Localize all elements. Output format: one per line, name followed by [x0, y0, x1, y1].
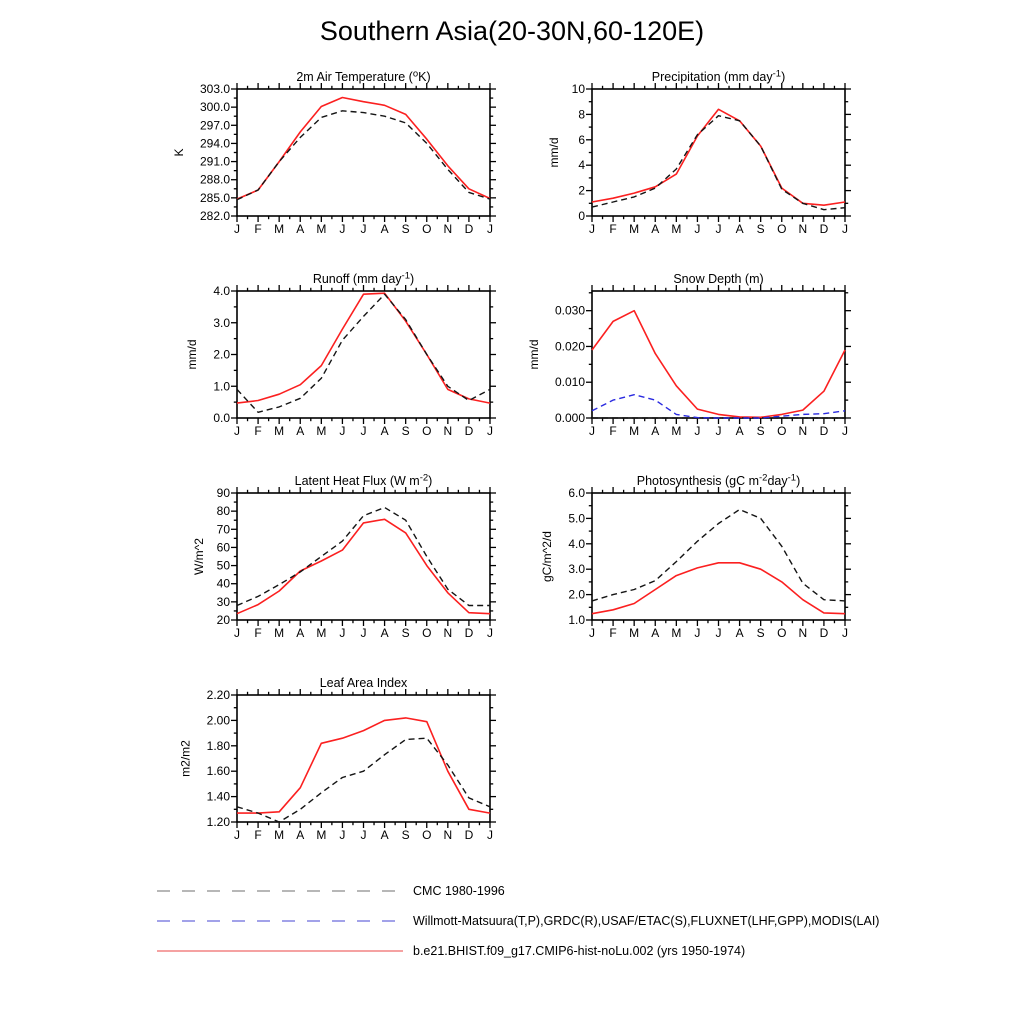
- y-tick-label: 2.0: [568, 587, 585, 602]
- y-tick-label: 60: [216, 540, 230, 555]
- x-tick-label: S: [401, 828, 410, 842]
- chart-title: Latent Heat Flux (W $m^{-2}$): [294, 472, 433, 488]
- x-tick-label: D: [464, 828, 474, 842]
- x-tick-label: S: [401, 626, 410, 640]
- y-axis-label: W/m^2: [191, 538, 206, 575]
- y-axis-label: mm/d: [546, 137, 561, 168]
- series-line-dashed: [592, 510, 845, 601]
- x-tick-label: J: [694, 424, 701, 438]
- chart-title: Leaf Area Index: [319, 676, 408, 690]
- x-tick-label: A: [735, 424, 744, 438]
- y-axis-label: gC/m^2/d: [540, 531, 555, 582]
- x-tick-label: J: [234, 222, 240, 236]
- y-tick-label: 1.20: [206, 815, 230, 829]
- y-tick-label: 40: [216, 576, 230, 591]
- y-tick-label: 0.000: [554, 411, 585, 425]
- x-tick-label: A: [651, 626, 660, 640]
- x-tick-label: J: [339, 424, 346, 438]
- x-tick-label: M: [629, 626, 640, 640]
- x-tick-label: F: [254, 828, 262, 842]
- x-tick-label: J: [715, 424, 722, 438]
- y-tick-label: 1.60: [206, 764, 230, 779]
- y-tick-label: 3.0: [568, 562, 585, 577]
- x-tick-label: D: [819, 222, 829, 236]
- y-tick-label: 297.0: [199, 118, 230, 133]
- legend-item: [157, 884, 505, 898]
- x-tick-label: M: [671, 424, 682, 438]
- x-tick-label: A: [380, 222, 389, 236]
- x-tick-label: J: [589, 424, 595, 438]
- y-tick-label: 291.0: [199, 154, 230, 169]
- y-tick-label: 4: [578, 158, 585, 173]
- x-tick-label: J: [360, 222, 367, 236]
- x-tick-label: J: [360, 424, 367, 438]
- y-tick-label: 0.020: [554, 339, 585, 354]
- chart-canvas: [157, 61, 527, 246]
- x-tick-label: M: [629, 222, 640, 236]
- x-tick-label: J: [589, 626, 595, 640]
- x-tick-label: M: [316, 424, 327, 438]
- legend-line-icon: [157, 916, 403, 926]
- x-tick-label: A: [296, 626, 305, 640]
- y-tick-label: 30: [216, 594, 230, 609]
- x-tick-label: O: [422, 626, 432, 640]
- x-tick-label: F: [254, 222, 262, 236]
- series-line-solid: [592, 311, 845, 418]
- chart-precipitation: [512, 61, 882, 246]
- x-tick-label: J: [487, 222, 493, 236]
- chart-title: Runoff (mm day$^{-1}$): [312, 270, 415, 286]
- x-tick-label: A: [735, 222, 744, 236]
- x-tick-label: O: [422, 424, 432, 438]
- x-tick-label: J: [339, 828, 346, 842]
- x-tick-label: J: [694, 626, 701, 640]
- chart-canvas: [512, 465, 882, 650]
- x-tick-label: F: [254, 424, 262, 438]
- chart-title: Precipitation (mm day$^{-1}$): [651, 68, 786, 84]
- y-tick-label: 0.010: [554, 375, 585, 390]
- x-tick-label: J: [234, 424, 240, 438]
- y-tick-label: 0.030: [554, 303, 585, 318]
- x-tick-label: M: [316, 626, 327, 640]
- x-tick-label: S: [756, 424, 765, 438]
- y-tick-label: 1.0: [568, 613, 585, 627]
- y-tick-label: 6.0: [568, 486, 585, 500]
- x-tick-label: O: [777, 222, 787, 236]
- chart-canvas: [157, 465, 527, 650]
- chart-runoff: [157, 263, 527, 448]
- legend-line-icon: [157, 946, 403, 956]
- legend-line-icon: [157, 886, 403, 896]
- x-tick-label: J: [234, 828, 240, 842]
- x-tick-label: J: [360, 828, 367, 842]
- y-tick-label: 294.0: [199, 136, 230, 151]
- y-tick-label: 80: [216, 504, 230, 519]
- x-tick-label: O: [422, 222, 432, 236]
- x-tick-label: N: [443, 626, 453, 640]
- legend-item: [157, 914, 879, 928]
- y-tick-label: 90: [216, 486, 230, 500]
- y-tick-label: 5.0: [568, 511, 585, 526]
- x-tick-label: A: [380, 828, 389, 842]
- y-tick-label: 2.00: [206, 713, 230, 728]
- chart-canvas: [157, 667, 527, 852]
- y-tick-label: 282.0: [199, 209, 230, 223]
- x-tick-label: J: [589, 222, 595, 236]
- x-tick-label: N: [798, 424, 808, 438]
- x-tick-label: S: [756, 222, 765, 236]
- chart-latent-heat-flux: [157, 465, 527, 650]
- x-tick-label: O: [422, 828, 432, 842]
- y-tick-label: 303.0: [199, 82, 230, 96]
- x-tick-label: M: [671, 222, 682, 236]
- x-tick-label: S: [756, 626, 765, 640]
- series-line-solid: [237, 293, 490, 403]
- x-tick-label: N: [443, 828, 453, 842]
- x-tick-label: M: [671, 626, 682, 640]
- series-line-solid: [237, 519, 490, 613]
- x-tick-label: S: [401, 424, 410, 438]
- x-tick-label: J: [715, 222, 722, 236]
- x-tick-label: A: [296, 424, 305, 438]
- x-tick-label: N: [443, 424, 453, 438]
- y-tick-label: 4.0: [213, 284, 230, 298]
- x-tick-label: M: [629, 424, 640, 438]
- chart-canvas: [512, 61, 882, 246]
- x-tick-label: J: [339, 222, 346, 236]
- chart-snow-depth: [512, 263, 882, 448]
- y-tick-label: 2: [578, 183, 585, 198]
- x-tick-label: J: [487, 828, 493, 842]
- y-tick-label: 300.0: [199, 100, 230, 115]
- series-line-dashed: [237, 294, 490, 412]
- y-tick-label: 2.0: [213, 347, 230, 362]
- x-tick-label: J: [842, 626, 848, 640]
- x-tick-label: N: [798, 222, 808, 236]
- x-tick-label: A: [380, 424, 389, 438]
- chart-photosynthesis: [512, 465, 882, 650]
- y-axis-label: mm/d: [527, 339, 541, 370]
- x-tick-label: M: [274, 828, 285, 842]
- legend-label: Willmott-Matsuura(T,P),GRDC(R),USAF/ETAC(S),FLUXNET(LHF,GPP),MODIS(LAI): [413, 914, 880, 928]
- series-line-solid: [592, 563, 845, 614]
- y-tick-label: 1.0: [213, 379, 230, 394]
- x-tick-label: J: [694, 222, 701, 236]
- legend-label: CMC 1980-1996: [413, 884, 505, 898]
- chart-title: Photosynthesis (gC $m^{-2}day^{-1}$): [636, 472, 801, 488]
- legend-item: [157, 944, 745, 958]
- x-tick-label: M: [316, 222, 327, 236]
- x-tick-label: O: [777, 424, 787, 438]
- x-tick-label: J: [487, 626, 493, 640]
- x-tick-label: J: [339, 626, 346, 640]
- y-tick-label: 285.0: [199, 190, 230, 205]
- x-tick-label: M: [274, 626, 285, 640]
- y-tick-label: 4.0: [568, 536, 585, 551]
- x-tick-label: J: [842, 222, 848, 236]
- legend-label: b.e21.BHIST.f09_g17.CMIP6-hist-noLu.002 (yrs 1950-1974): [413, 944, 746, 958]
- chart-canvas: [157, 263, 527, 448]
- x-tick-label: N: [443, 222, 453, 236]
- x-tick-label: M: [316, 828, 327, 842]
- x-tick-label: D: [819, 424, 829, 438]
- x-tick-label: M: [274, 424, 285, 438]
- chart-title: Snow Depth (m): [673, 272, 764, 286]
- series-line-dashed: [237, 111, 490, 200]
- y-axis-label: m2/m2: [178, 740, 193, 777]
- x-tick-label: J: [360, 626, 367, 640]
- x-tick-label: A: [651, 424, 660, 438]
- y-tick-label: 1.80: [206, 738, 230, 753]
- y-tick-label: 50: [216, 558, 230, 573]
- x-tick-label: D: [464, 424, 474, 438]
- x-tick-label: D: [819, 626, 829, 640]
- x-tick-label: F: [609, 424, 617, 438]
- y-tick-label: 20: [216, 613, 230, 627]
- x-tick-label: N: [798, 626, 808, 640]
- x-tick-label: A: [735, 626, 744, 640]
- x-tick-label: F: [254, 626, 262, 640]
- series-line-solid: [592, 109, 845, 205]
- page-title: Southern Asia(20-30N,60-120E): [319, 16, 705, 46]
- x-tick-label: J: [842, 424, 848, 438]
- y-tick-label: 70: [216, 522, 230, 537]
- x-tick-label: J: [715, 626, 722, 640]
- x-tick-label: A: [296, 828, 305, 842]
- chart-canvas: [512, 263, 882, 448]
- x-tick-label: J: [234, 626, 240, 640]
- series-line-dashed: [592, 116, 845, 210]
- x-tick-label: A: [380, 626, 389, 640]
- x-tick-label: S: [401, 222, 410, 236]
- y-tick-label: 3.0: [213, 315, 230, 330]
- x-tick-label: D: [464, 626, 474, 640]
- y-tick-label: 1.40: [206, 789, 230, 804]
- x-tick-label: J: [487, 424, 493, 438]
- y-axis-label: K: [172, 148, 186, 157]
- y-tick-label: 2.20: [206, 688, 230, 702]
- x-tick-label: D: [464, 222, 474, 236]
- chart-leaf-area-index: [157, 667, 527, 852]
- x-tick-label: F: [609, 222, 617, 236]
- x-tick-label: A: [296, 222, 305, 236]
- y-tick-label: 288.0: [199, 172, 230, 187]
- x-tick-label: A: [651, 222, 660, 236]
- x-tick-label: F: [609, 626, 617, 640]
- x-tick-label: M: [274, 222, 285, 236]
- series-line-solid: [237, 718, 490, 813]
- y-axis-label: mm/d: [185, 339, 200, 370]
- x-tick-label: O: [777, 626, 787, 640]
- chart-title: 2m Air Temperature ($^o$K): [296, 68, 431, 84]
- chart-2m-air-temperature: [157, 61, 527, 246]
- y-tick-label: 0: [578, 209, 585, 223]
- y-tick-label: 10: [571, 82, 585, 96]
- y-tick-label: 6: [578, 132, 585, 147]
- y-tick-label: 8: [578, 107, 585, 122]
- y-tick-label: 0.0: [213, 411, 230, 425]
